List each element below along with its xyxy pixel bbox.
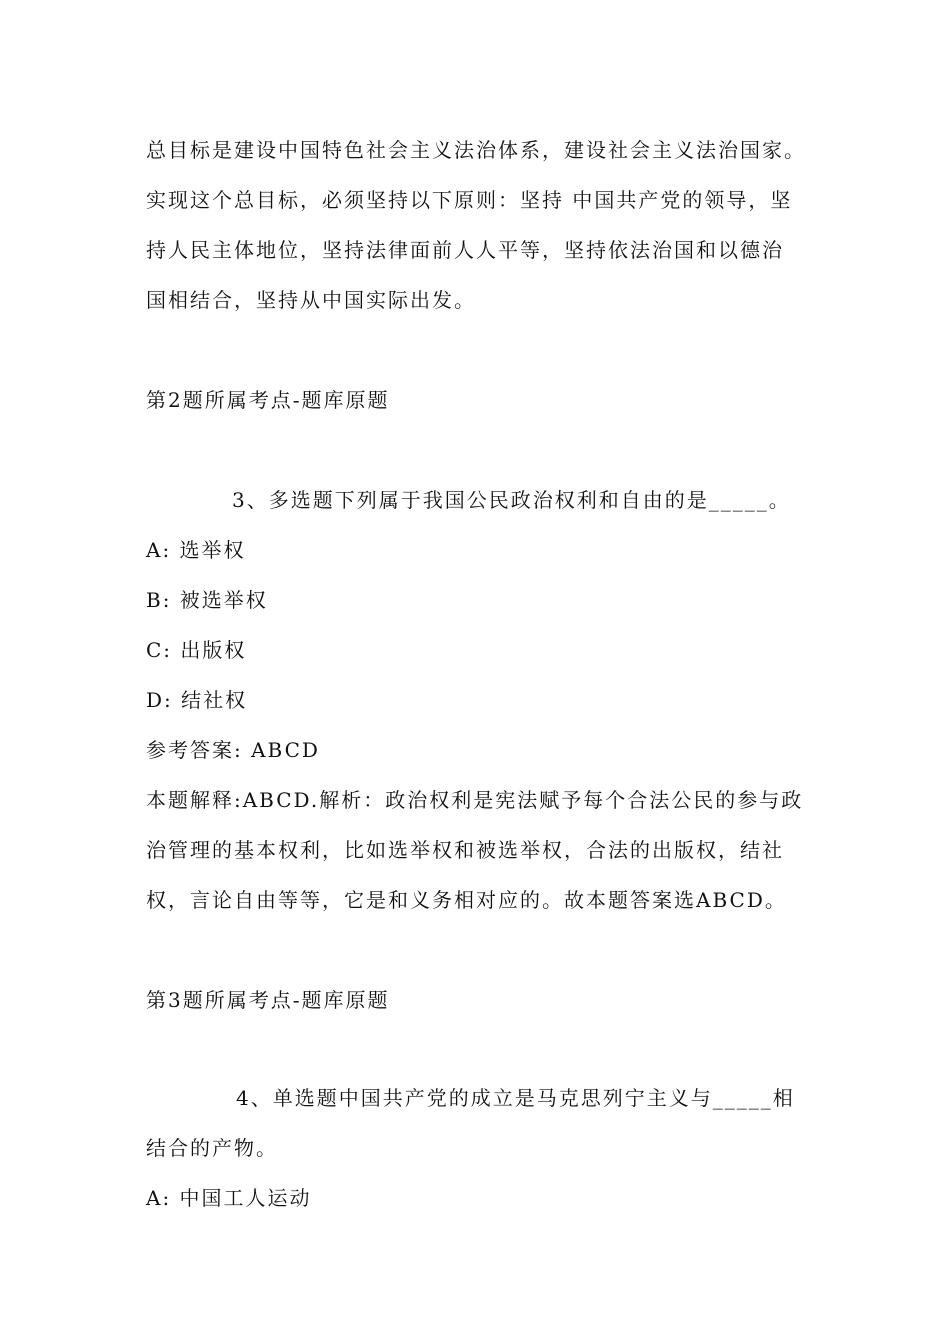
reference-answer: 参考答案: ABCD — [146, 738, 320, 762]
question-text: 4、单选题中国共产党的成立是马克思列宁主义与_____相 — [236, 1086, 795, 1110]
paragraph-line: 国相结合，坚持从中国实际出发。 — [146, 288, 476, 312]
question-text: 3、多选题下列属于我国公民政治权利和自由的是_____。 — [232, 488, 791, 512]
paragraph-line: 总目标是建设中国特色社会主义法治体系，建设社会主义法治国家。 — [146, 138, 806, 162]
explanation-line: 治管理的基本权利，比如选举权和被选举权，合法的出版权，结社 — [146, 838, 784, 862]
option-a: A: 选举权 — [146, 538, 246, 562]
paragraph-line: 实现这个总目标，必须坚持以下原则：坚持 中国共产党的领导，坚 — [146, 188, 793, 212]
question-topic-tag: 第2题所属考点-题库原题 — [146, 388, 390, 412]
option-c: C: 出版权 — [146, 638, 247, 662]
option-b: B: 被选举权 — [146, 588, 268, 612]
paragraph-line: 持人民主体地位，坚持法律面前人人平等，坚持依法治国和以德治 — [146, 238, 784, 262]
question-topic-tag: 第3题所属考点-题库原题 — [146, 988, 390, 1012]
question-text-continued: 结合的产物。 — [146, 1136, 278, 1160]
option-a: A: 中国工人运动 — [146, 1186, 312, 1210]
explanation-line: 权，言论自由等等，它是和义务相对应的。故本题答案选ABCD。 — [146, 888, 787, 912]
option-d: D: 结社权 — [146, 688, 248, 712]
explanation-line: 本题解释:ABCD.解析：政治权利是宪法赋予每个合法公民的参与政 — [146, 788, 804, 812]
